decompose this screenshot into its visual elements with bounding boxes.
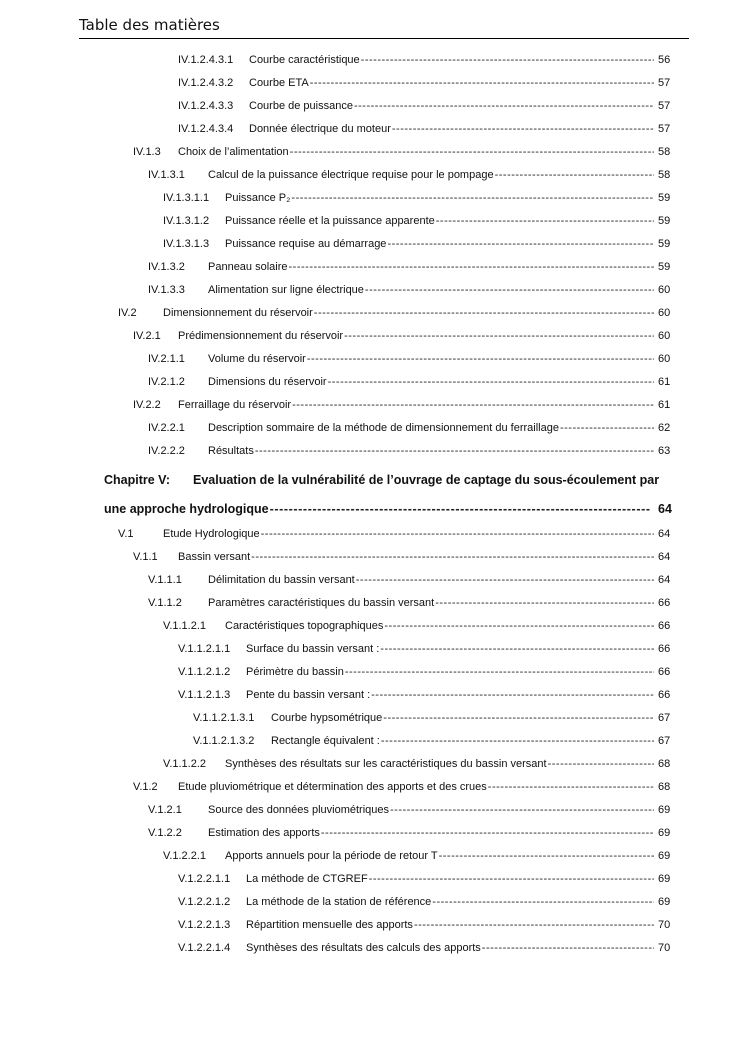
toc-entry[interactable] [0, 845, 745, 868]
toc-entry-page: 66 [658, 689, 671, 701]
toc-entry-page: 57 [658, 123, 671, 135]
dot-leader [345, 661, 654, 684]
dot-leader [261, 523, 654, 546]
toc-entry-number: IV.1.3.2 [148, 261, 185, 273]
toc-entry-title: Source des données pluviométriques [208, 804, 390, 816]
toc-entry-number: IV.1.2.4.3.1 [178, 54, 234, 66]
toc-entry-number: V.1.2.2.1.3 [178, 919, 231, 931]
toc-entry-page: 60 [658, 353, 671, 365]
toc-entry[interactable] [0, 440, 745, 463]
dot-leader [307, 348, 654, 371]
toc-entry[interactable] [0, 799, 745, 822]
toc-entry-number: V.1.1.2.1.3 [178, 689, 231, 701]
toc-entry-title: Calcul de la puissance électrique requise pour le pompage [208, 169, 494, 181]
toc-entry-fill [178, 141, 657, 164]
toc-entry-fill [178, 325, 657, 348]
chapter-title-line2: une approche hydrologique [104, 502, 269, 516]
toc-entry[interactable] [0, 730, 745, 753]
toc-entry[interactable] [0, 164, 745, 187]
toc-entry[interactable] [0, 394, 745, 417]
toc-entry[interactable] [0, 661, 745, 684]
toc-entry[interactable] [0, 523, 745, 546]
toc-entry-number: IV.1.3.3 [148, 284, 185, 296]
dot-leader [380, 638, 654, 661]
toc-entry-page: 69 [658, 850, 671, 862]
toc-entry-title: Puissance réelle et la puissance apparente [225, 215, 435, 227]
toc-entry-fill [163, 523, 657, 546]
toc-entry[interactable] [0, 707, 745, 730]
toc-entry-title: Description sommaire de la méthode de dimensionnement du ferraillage [208, 422, 559, 434]
toc-entry[interactable] [0, 868, 745, 891]
toc-entry-number: IV.1.3.1.3 [163, 238, 210, 250]
toc-entry-title: Répartition mensuelle des apports [246, 919, 413, 931]
toc-entry-page: 62 [658, 422, 671, 434]
toc-entry-fill [208, 256, 657, 279]
toc-entry[interactable] [0, 776, 745, 799]
toc-entry-number: V.1.1.2.1.1 [178, 643, 231, 655]
toc-entry-number: V.1.1.1 [148, 574, 182, 586]
toc-entry-title: Volume du réservoir [208, 353, 306, 365]
dot-leader [488, 776, 654, 799]
toc-entry-title: Délimitation du bassin versant [208, 574, 355, 586]
toc-entry-fill [246, 868, 657, 891]
toc-entry-fill [208, 569, 657, 592]
toc-entry-title: Pente du bassin versant : [246, 689, 371, 701]
dot-leader [328, 371, 654, 394]
toc-entry-fill [178, 776, 657, 799]
toc-entry-title: Apports annuels pour la période de retour T [225, 850, 438, 862]
toc-entry[interactable] [0, 210, 745, 233]
toc-entry-fill [225, 210, 657, 233]
toc-entry-number: V.1.2.2.1 [163, 850, 207, 862]
toc-entry-title: Alimentation sur ligne électrique [208, 284, 364, 296]
toc-entry-fill [249, 95, 657, 118]
dot-leader [435, 592, 654, 615]
dot-leader [432, 891, 654, 914]
toc-entry-fill [225, 845, 657, 868]
toc-entry[interactable] [0, 118, 745, 141]
toc-entry-fill [208, 592, 657, 615]
dot-leader [321, 822, 654, 845]
toc-entry-number: V.1.1.2.1 [163, 620, 207, 632]
toc-entry-number: IV.1.3 [133, 146, 161, 158]
page-header [79, 14, 689, 39]
toc-entry-number: IV.2.1.2 [148, 376, 185, 388]
toc-entry-page: 58 [658, 146, 671, 158]
toc-entry-number: IV.1.3.1.2 [163, 215, 210, 227]
toc-entry-number: V.1 [118, 528, 134, 540]
toc-entry-number: V.1.1.2.1.3.2 [193, 735, 255, 747]
toc-entry[interactable] [0, 279, 745, 302]
toc-entry-title: Synthèses des résultats des calculs des apports [246, 942, 481, 954]
dot-leader [270, 495, 654, 523]
toc-entry-title: Etude pluviométrique et détermination des apports et des crues [178, 781, 487, 793]
chapter-label: Chapitre V: [104, 473, 170, 487]
toc-entry-fill [246, 684, 657, 707]
dot-leader [371, 684, 654, 707]
dot-leader [361, 49, 654, 72]
toc-entry-number: IV.1.3.1 [148, 169, 185, 181]
toc-entry[interactable] [0, 141, 745, 164]
toc-entry-page: 64 [658, 528, 671, 540]
toc-entry[interactable] [0, 546, 745, 569]
toc-entry[interactable] [0, 348, 745, 371]
toc-entry-page: 69 [658, 873, 671, 885]
dot-leader [381, 730, 654, 753]
toc-entry[interactable] [0, 371, 745, 394]
toc-entry-number: IV.2.2.2 [148, 445, 185, 457]
toc-entry[interactable] [0, 684, 745, 707]
chapter-title-fill [104, 495, 657, 523]
toc-entry-page: 59 [658, 238, 671, 250]
toc-entry-number: V.1.2 [133, 781, 158, 793]
toc-entry-title: Surface du bassin versant : [246, 643, 380, 655]
toc-entry-page: 66 [658, 620, 671, 632]
toc-entry-title: Etude Hydrologique [163, 528, 260, 540]
dot-leader [291, 187, 654, 210]
dot-leader [387, 233, 654, 256]
dot-leader [390, 799, 654, 822]
toc-entry-fill [271, 707, 657, 730]
dot-leader [289, 256, 654, 279]
toc-entry[interactable] [0, 325, 745, 348]
toc-entry-title: La méthode de la station de référence [246, 896, 432, 908]
toc-entry-page: 61 [658, 399, 671, 411]
toc-entry-number: V.1.2.2.1.1 [178, 873, 231, 885]
toc-entry-title: Périmètre du bassin [246, 666, 344, 678]
toc-entry[interactable] [0, 615, 745, 638]
toc-entry-fill [163, 302, 657, 325]
toc-entry[interactable] [0, 753, 745, 776]
toc-entry-title: Dimensions du réservoir [208, 376, 327, 388]
toc-entry[interactable] [0, 891, 745, 914]
toc-entry-number: V.1.2.2.1.2 [178, 896, 231, 908]
toc-entry-title: Paramètres caractéristiques du bassin versant [208, 597, 435, 609]
toc-entry-fill [246, 661, 657, 684]
toc-entry-title: Choix de l’alimentation [178, 146, 289, 158]
toc-entry-number: IV.2.1.1 [148, 353, 185, 365]
toc-entry-number: V.1.1.2 [148, 597, 182, 609]
toc-entry-title: Prédimensionnement du réservoir [178, 330, 344, 342]
toc-entry-number: V.1.2.1 [148, 804, 182, 816]
toc-entry-title: Puissance requise au démarrage [225, 238, 387, 250]
dot-leader [439, 845, 654, 868]
toc-entry-page: 59 [658, 192, 671, 204]
toc-entry-fill [249, 118, 657, 141]
dot-leader [365, 279, 654, 302]
toc-entry-page: 58 [658, 169, 671, 181]
toc-entry-page: 57 [658, 77, 671, 89]
toc-entry-page: 64 [658, 551, 671, 563]
toc-entry-title: Courbe caractéristique [249, 54, 360, 66]
toc-entry-page: 60 [658, 307, 671, 319]
dot-leader [292, 394, 654, 417]
toc-entry-fill [178, 546, 657, 569]
dot-leader [495, 164, 654, 187]
toc-entry[interactable] [0, 569, 745, 592]
dot-leader [354, 95, 654, 118]
toc-entry-title: Courbe de puissance [249, 100, 353, 112]
chapter-heading-line2[interactable] [0, 495, 745, 523]
toc-entry[interactable] [0, 937, 745, 960]
toc-entry-fill [178, 394, 657, 417]
toc-entry-fill [271, 730, 657, 753]
header-title: Table des matières [79, 16, 220, 34]
toc-entry-page: 64 [658, 574, 671, 586]
toc-entry-number: IV.1.2.4.3.3 [178, 100, 234, 112]
chapter-heading[interactable] [0, 467, 745, 495]
toc-entry-fill [225, 615, 657, 638]
dot-leader [482, 937, 654, 960]
toc-entry-number: IV.2.2 [133, 399, 161, 411]
toc-entry-fill [249, 49, 657, 72]
dot-leader [310, 72, 654, 95]
toc-entry-fill [249, 72, 657, 95]
toc-entry-number: V.1.1.2.1.2 [178, 666, 231, 678]
toc-entry[interactable] [0, 914, 745, 937]
toc-entry-number: IV.1.3.1.1 [163, 192, 210, 204]
toc-entry-number: V.1.1 [133, 551, 158, 563]
toc-entry-page: 67 [658, 735, 671, 747]
toc-entry-fill [208, 822, 657, 845]
toc-entry-page: 67 [658, 712, 671, 724]
toc-entry[interactable] [0, 256, 745, 279]
toc-entry-page: 70 [658, 942, 671, 954]
toc-section-chapter-v [0, 523, 745, 960]
toc-entry[interactable] [0, 233, 745, 256]
dot-leader [436, 210, 654, 233]
dot-leader [255, 440, 654, 463]
toc-entry-number: IV.1.2.4.3.2 [178, 77, 234, 89]
table-of-contents [0, 49, 745, 960]
toc-entry-page: 60 [658, 330, 671, 342]
toc-entry-fill [225, 753, 657, 776]
toc-entry-number: V.1.2.2.1.4 [178, 942, 231, 954]
toc-entry-fill [246, 891, 657, 914]
toc-entry-page: 69 [658, 827, 671, 839]
dot-leader [392, 118, 654, 141]
toc-entry-page: 68 [658, 781, 671, 793]
toc-entry-page: 69 [658, 804, 671, 816]
toc-entry-page: 60 [658, 284, 671, 296]
toc-entry-title: Dimensionnement du réservoir [163, 307, 313, 319]
toc-entry-page: 66 [658, 643, 671, 655]
toc-entry-fill [225, 233, 657, 256]
toc-entry-page: 66 [658, 597, 671, 609]
toc-entry-fill [208, 348, 657, 371]
toc-entry-title: Puissance P₂ [225, 192, 291, 204]
toc-entry[interactable] [0, 417, 745, 440]
dot-leader [251, 546, 654, 569]
toc-entry-fill [208, 279, 657, 302]
toc-entry-page: 70 [658, 919, 671, 931]
chapter-title-line1: Evaluation de la vulnérabilité de l’ouvrage de captage du sous-écoulement par [193, 473, 660, 487]
toc-entry-page: 66 [658, 666, 671, 678]
toc-section-chapter-iv [0, 49, 745, 463]
toc-entry-title: Synthèses des résultats sur les caractéristiques du bassin versant [225, 758, 547, 770]
toc-entry-number: IV.1.2.4.3.4 [178, 123, 234, 135]
dot-leader [384, 615, 654, 638]
toc-entry[interactable] [0, 822, 745, 845]
toc-entry-title: Rectangle équivalent : [271, 735, 380, 747]
toc-entry-fill [208, 371, 657, 394]
toc-entry-page: 69 [658, 896, 671, 908]
toc-entry-fill [246, 937, 657, 960]
dot-leader [344, 325, 654, 348]
dot-leader [290, 141, 654, 164]
toc-entry-title: Courbe hypsométrique [271, 712, 383, 724]
toc-entry[interactable] [0, 95, 745, 118]
toc-entry-fill [208, 799, 657, 822]
dot-leader [560, 417, 654, 440]
dot-leader [369, 868, 654, 891]
chapter-page-number: 64 [658, 502, 672, 516]
toc-entry-title: Estimation des apports [208, 827, 320, 839]
toc-entry-page: 57 [658, 100, 671, 112]
toc-entry-page: 61 [658, 376, 671, 388]
toc-entry-number: V.1.2.2 [148, 827, 182, 839]
toc-entry-number: V.1.1.2.2 [163, 758, 207, 770]
toc-entry-title: Courbe ETA [249, 77, 309, 89]
toc-entry-title: Panneau solaire [208, 261, 288, 273]
toc-entry-page: 59 [658, 215, 671, 227]
toc-entry-page: 59 [658, 261, 671, 273]
toc-entry-number: IV.2.1 [133, 330, 161, 342]
toc-entry-fill [246, 638, 657, 661]
toc-entry-title: La méthode de CTGREF [246, 873, 368, 885]
toc-entry[interactable] [0, 187, 745, 210]
toc-entry-title: Résultats [208, 445, 254, 457]
toc-entry-fill [208, 417, 657, 440]
toc-entry-title: Caractéristiques topographiques [225, 620, 384, 632]
toc-entry-title: Ferraillage du réservoir [178, 399, 292, 411]
toc-entry-fill [225, 187, 657, 210]
toc-entry-fill [208, 440, 657, 463]
dot-leader [314, 302, 654, 325]
toc-entry-title: Donnée électrique du moteur [249, 123, 391, 135]
toc-entry[interactable] [0, 592, 745, 615]
toc-entry-fill [208, 164, 657, 187]
toc-entry-title: Bassin versant [178, 551, 251, 563]
toc-entry-page: 63 [658, 445, 671, 457]
toc-entry[interactable] [0, 72, 745, 95]
toc-entry-page: 68 [658, 758, 671, 770]
toc-entry-number: IV.2 [118, 307, 137, 319]
dot-leader [548, 753, 654, 776]
toc-entry-fill [246, 914, 657, 937]
toc-entry[interactable] [0, 302, 745, 325]
toc-entry[interactable] [0, 638, 745, 661]
toc-entry-number: V.1.1.2.1.3.1 [193, 712, 255, 724]
dot-leader [356, 569, 654, 592]
toc-entry[interactable] [0, 49, 745, 72]
dot-leader [414, 914, 654, 937]
toc-entry-page: 56 [658, 54, 671, 66]
toc-entry-number: IV.2.2.1 [148, 422, 185, 434]
dot-leader [383, 707, 654, 730]
